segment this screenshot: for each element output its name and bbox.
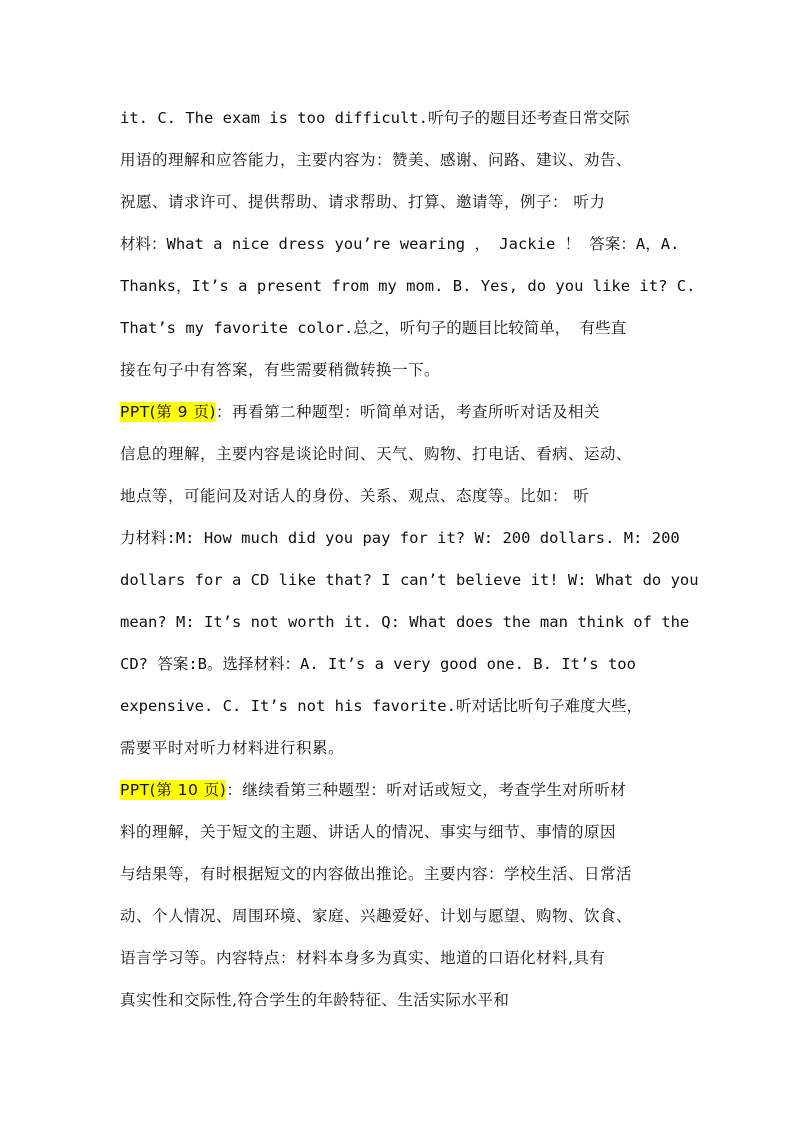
document-body: [120, 97, 700, 1021]
section-intro-text: ：再看第二种题型：听简单对话，考查所听对话及相关: [215, 403, 600, 421]
text-line: 信息的理解，主要内容是谈论时间、天气、购物、打电话、看病、运动、: [120, 445, 633, 463]
text-line: 真实性和交际性,符合学生的年龄特征、生活实际水平和: [120, 991, 510, 1009]
text-line: CD? 答案:B。选择材料：A. It’s a very good one. B. It’s too: [120, 655, 636, 673]
text-line: That’s my favorite color.总之，听句子的题目比较简单， 有些直: [120, 319, 627, 337]
section-heading-line: [120, 769, 700, 811]
text-line: 地点等，可能问及对话人的身份、关系、观点、态度等。比如： 听: [120, 487, 590, 505]
section-heading-line: [120, 391, 700, 433]
ppt-page-label: PPT(第 9 页): [120, 403, 216, 421]
text-line: dollars for a CD like that? I can’t believe it! W: What do you: [120, 571, 699, 589]
text-line: 祝愿、请求许可、提供帮助、请求帮助、打算、邀请等，例子： 听力: [120, 193, 606, 211]
text-line: 语言学习等。内容特点：材料本身多为真实、地道的口语化材料,具有: [120, 949, 606, 967]
text-line: 动、个人情况、周围环境、家庭、兴趣爱好、计划与愿望、购物、饮食、: [120, 907, 633, 925]
section-intro-text: ：继续看第三种题型：听对话或短文，考查学生对所听材: [226, 781, 627, 799]
text-line: 接在句子中有答案，有些需要稍微转换一下。: [120, 361, 441, 379]
text-line: 料的理解，关于短文的主题、讲话人的情况、事实与细节、事情的原因: [120, 823, 617, 841]
text-line: 与结果等，有时根据短文的内容做出推论。主要内容：学校生活、日常活: [120, 865, 633, 883]
text-line: it. C. The exam is too difficult.听句子的题目还考查日常交际: [120, 109, 630, 127]
text-line: expensive. C. It’s not his favorite.听对话比听句子难度大些，: [120, 697, 642, 715]
text-line: 材料：What a nice dress you’re wearing ， Jackie ！ 答案：A，A.: [120, 235, 680, 253]
text-line: 用语的理解和应答能力，主要内容为：赞美、感谢、问路、建议、劝告、: [120, 151, 633, 169]
text-line: 需要平时对听力材料进行积累。: [120, 739, 345, 757]
ppt-page-label: PPT(第 10 页): [120, 781, 227, 799]
text-line: mean? M: It’s not worth it. Q: What does the man think of the: [120, 613, 690, 631]
text-line: 力材料:M: How much did you pay for it? W: 200 dollars. M: 200: [120, 529, 680, 547]
text-line: Thanks，It’s a present from my mom. B. Yes, do you like it? C.: [120, 277, 696, 295]
